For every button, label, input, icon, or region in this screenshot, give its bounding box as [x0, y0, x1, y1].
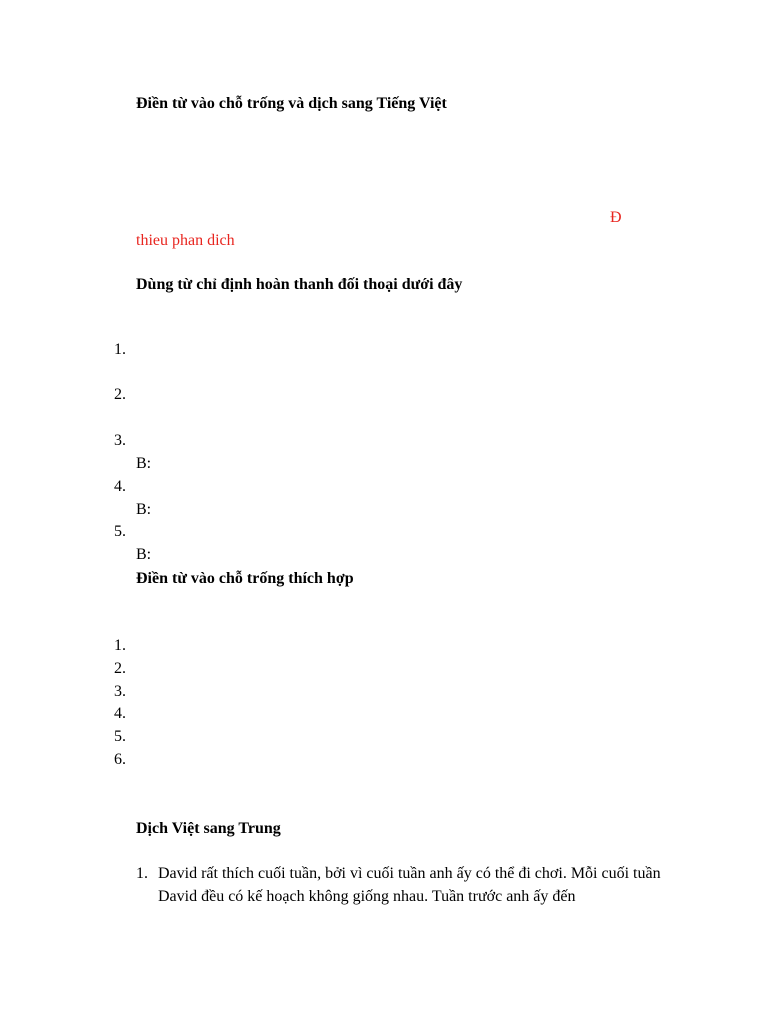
section-title-fill-blank: Điền từ vào chỗ trống thích hợp: [136, 570, 354, 587]
list-item-number: 5.: [114, 728, 126, 745]
translation-paragraph: David rất thích cuối tuần, bởi vì cuối tuần anh ấy có thể đi chơi. Mỗi cuối tuần David đều có kế hoạch không giống nhau. Tuần trước anh ấy đến: [158, 865, 661, 905]
list-item-number: 1.: [114, 341, 126, 358]
list-item-number: 3.: [114, 683, 126, 700]
dialogue-reply-label: B:: [136, 455, 152, 472]
section-title-fill-translate: Điền từ vào chỗ trống và dịch sang Tiếng Việt: [136, 95, 447, 112]
list-item-number: 1.: [136, 865, 148, 882]
section-title-translate-vi-zh: Dịch Việt sang Trung: [136, 820, 281, 837]
red-letter-mark: Đ: [610, 209, 622, 226]
list-item-number: 2.: [114, 660, 126, 677]
list-item-number: 2.: [114, 386, 126, 403]
list-item-number: 3.: [114, 432, 126, 449]
list-item-number: 4.: [114, 478, 126, 495]
dialogue-reply-label: B:: [136, 501, 152, 518]
list-item-number: 1.: [114, 637, 126, 654]
missing-translation-note: thieu phan dich: [136, 232, 235, 249]
list-item-number: 4.: [114, 705, 126, 722]
section-title-dialogue: Dùng từ chỉ định hoàn thanh đối thoại dưới đây: [136, 276, 463, 293]
list-item-number: 5.: [114, 523, 126, 540]
list-item-number: 6.: [114, 751, 126, 768]
dialogue-reply-label: B:: [136, 546, 152, 563]
